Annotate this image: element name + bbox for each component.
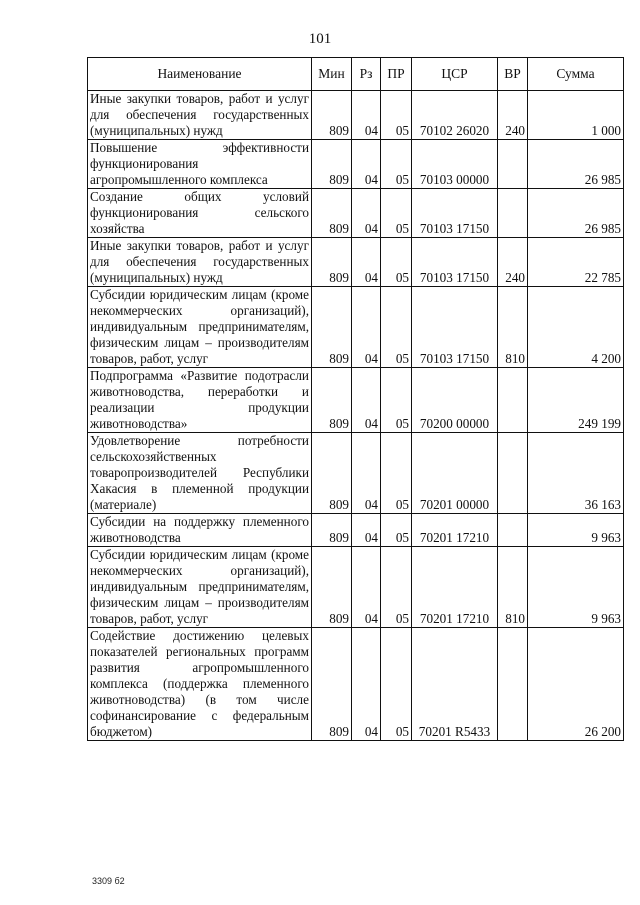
row-name: Иные закупки товаров, работ и услуг для обеспечения государственных (муниципальных) нужд — [88, 91, 312, 140]
budget-table — [87, 57, 624, 741]
row-pr: 05 — [381, 287, 412, 368]
table-row — [88, 140, 624, 189]
row-name: Повышение эффективности функционирования агропромышленного комплекса — [88, 140, 312, 189]
row-min: 809 — [312, 547, 352, 628]
row-vr: 240 — [498, 91, 528, 140]
row-sum: 249 199 — [528, 368, 624, 433]
table-row — [88, 287, 624, 368]
row-vr — [498, 189, 528, 238]
page-number: 101 — [308, 31, 332, 47]
header-sum: Сумма — [528, 58, 624, 91]
row-pr: 05 — [381, 433, 412, 514]
header-vr: ВР — [498, 58, 528, 91]
row-sum: 4 200 — [528, 287, 624, 368]
row-rz: 04 — [352, 368, 381, 433]
row-pr: 05 — [381, 547, 412, 628]
row-sum: 36 163 — [528, 433, 624, 514]
row-pr: 05 — [381, 189, 412, 238]
row-rz: 04 — [352, 628, 381, 741]
row-csr: 70103 17150 — [412, 189, 498, 238]
row-pr: 05 — [381, 91, 412, 140]
table-row — [88, 91, 624, 140]
table-row — [88, 628, 624, 741]
header-name: Наименование — [88, 58, 312, 91]
row-name: Создание общих условий функционирования сельского хозяйства — [88, 189, 312, 238]
row-name: Подпрограмма «Развитие подотрасли животноводства, переработки и реализации продукции животноводства» — [88, 368, 312, 433]
header-pr: ПР — [381, 58, 412, 91]
row-vr: 240 — [498, 238, 528, 287]
row-csr: 70201 R5433 — [412, 628, 498, 741]
row-pr: 05 — [381, 140, 412, 189]
row-sum: 1 000 — [528, 91, 624, 140]
row-rz: 04 — [352, 514, 381, 547]
row-name: Удовлетворение потребности сельскохозяйственных товаропроизводителей Республики Хакасия в племенной продукции (материале) — [88, 433, 312, 514]
row-vr: 810 — [498, 287, 528, 368]
row-min: 809 — [312, 91, 352, 140]
row-csr: 70200 00000 — [412, 368, 498, 433]
row-vr — [498, 140, 528, 189]
row-sum: 9 963 — [528, 547, 624, 628]
row-name: Субсидии юридическим лицам (кроме некоммерческих организаций), индивидуальным предпринимателям, физическим лицам – производителям товаров, работ, услуг — [88, 547, 312, 628]
row-rz: 04 — [352, 238, 381, 287]
row-name: Содействие достижению целевых показателей региональных программ развития агропромышленного комплекса (поддержка племенного животноводства) (в том числе софинансирование с федеральным бюджетом) — [88, 628, 312, 741]
row-pr: 05 — [381, 238, 412, 287]
row-vr: 810 — [498, 547, 528, 628]
row-min: 809 — [312, 140, 352, 189]
row-rz: 04 — [352, 140, 381, 189]
row-min: 809 — [312, 628, 352, 741]
row-sum: 9 963 — [528, 514, 624, 547]
row-rz: 04 — [352, 433, 381, 514]
row-csr: 70103 17150 — [412, 287, 498, 368]
row-min: 809 — [312, 238, 352, 287]
table-row — [88, 189, 624, 238]
row-min: 809 — [312, 189, 352, 238]
row-csr: 70103 00000 — [412, 140, 498, 189]
row-sum: 26 200 — [528, 628, 624, 741]
row-name: Субсидии юридическим лицам (кроме некоммерческих организаций), индивидуальным предпринимателям, физическим лицам – производителям товаров, работ, услуг — [88, 287, 312, 368]
row-min: 809 — [312, 514, 352, 547]
header-rz: Рз — [352, 58, 381, 91]
row-pr: 05 — [381, 628, 412, 741]
row-name: Субсидии на поддержку племенного животноводства — [88, 514, 312, 547]
row-sum: 22 785 — [528, 238, 624, 287]
row-vr — [498, 628, 528, 741]
row-rz: 04 — [352, 547, 381, 628]
row-vr — [498, 433, 528, 514]
footer-document-code: 3309 б2 — [92, 876, 125, 886]
row-name: Иные закупки товаров, работ и услуг для обеспечения государственных (муниципальных) нужд — [88, 238, 312, 287]
row-rz: 04 — [352, 189, 381, 238]
row-min: 809 — [312, 287, 352, 368]
row-min: 809 — [312, 433, 352, 514]
row-csr: 70102 26020 — [412, 91, 498, 140]
row-rz: 04 — [352, 287, 381, 368]
table-header-row — [88, 58, 624, 91]
row-pr: 05 — [381, 514, 412, 547]
table-row — [88, 547, 624, 628]
row-min: 809 — [312, 368, 352, 433]
row-vr — [498, 514, 528, 547]
header-csr: ЦСР — [412, 58, 498, 91]
table-row — [88, 238, 624, 287]
row-csr: 70201 00000 — [412, 433, 498, 514]
row-sum: 26 985 — [528, 189, 624, 238]
table-row — [88, 433, 624, 514]
row-sum: 26 985 — [528, 140, 624, 189]
header-min: Мин — [312, 58, 352, 91]
row-csr: 70103 17150 — [412, 238, 498, 287]
row-csr: 70201 17210 — [412, 514, 498, 547]
row-csr: 70201 17210 — [412, 547, 498, 628]
row-pr: 05 — [381, 368, 412, 433]
row-vr — [498, 368, 528, 433]
row-rz: 04 — [352, 91, 381, 140]
table-row — [88, 368, 624, 433]
table-row — [88, 514, 624, 547]
